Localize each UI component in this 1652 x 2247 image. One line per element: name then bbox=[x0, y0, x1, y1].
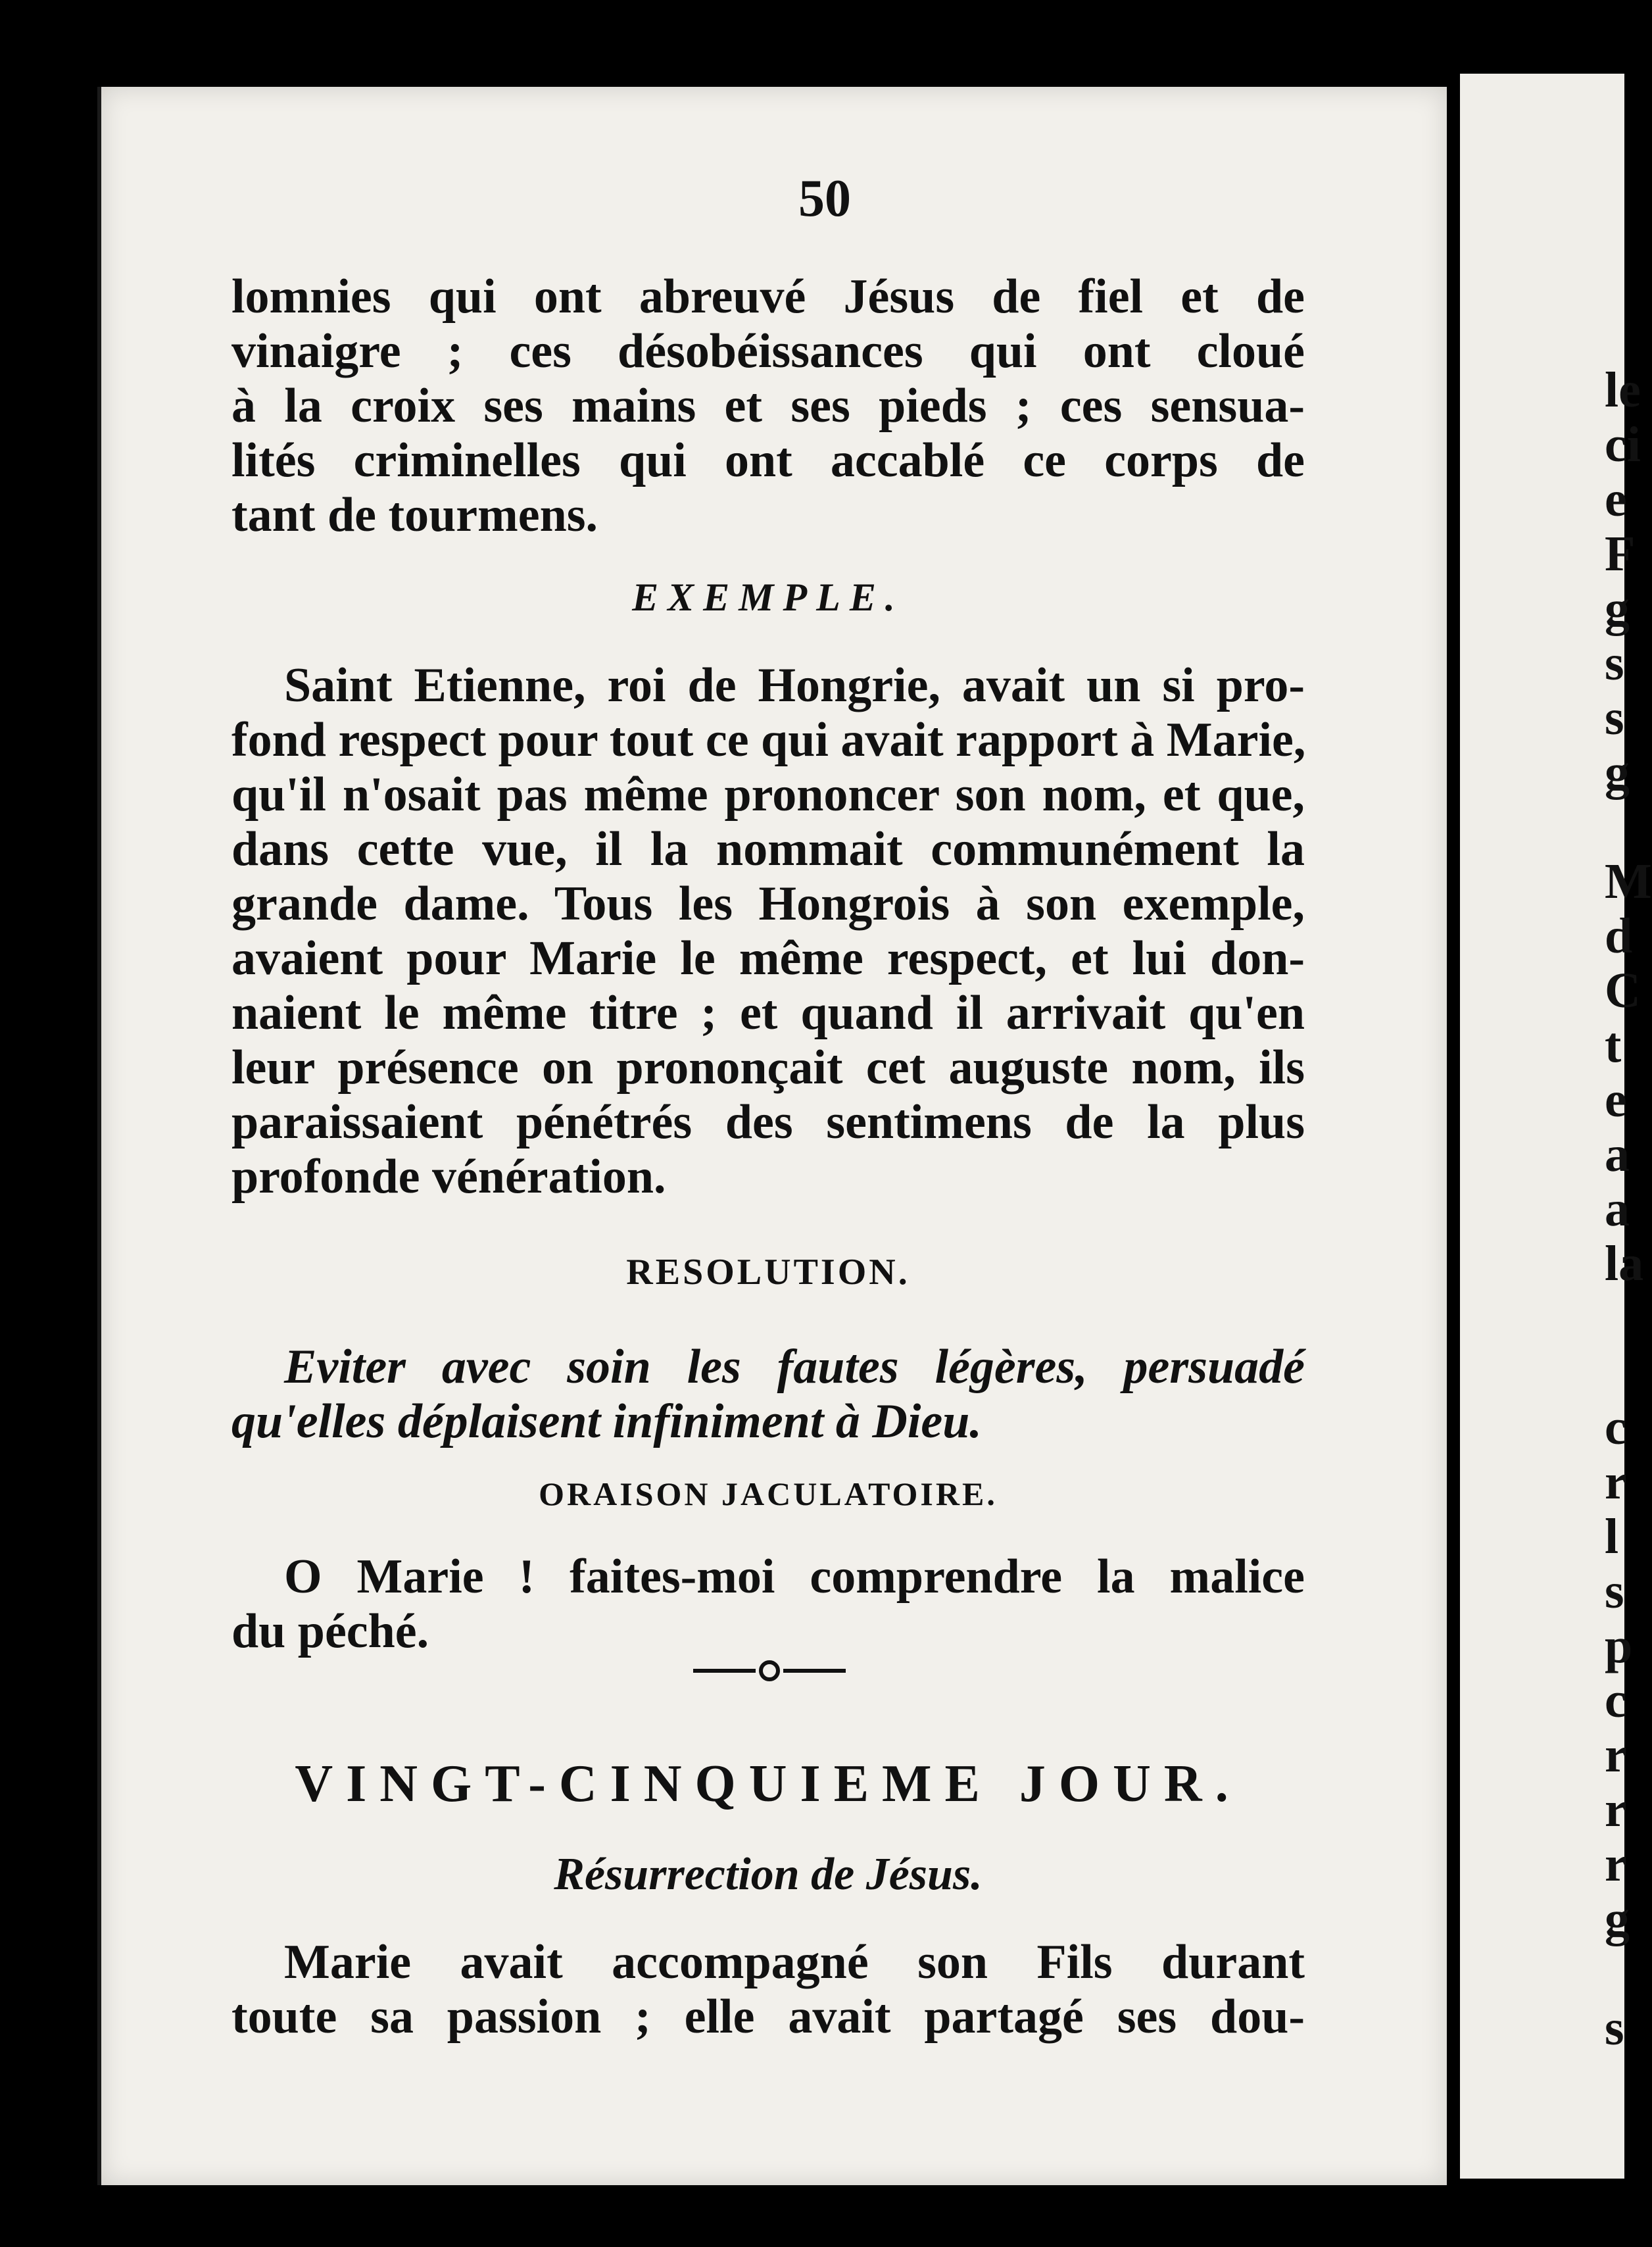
chapter-title: VINGT-CINQUIEME JOUR. bbox=[295, 1755, 1242, 1813]
oraison-heading: ORAISON JACULATOIRE. bbox=[539, 1475, 998, 1512]
exemple-heading: EXEMPLE. bbox=[632, 576, 904, 619]
next-page-line: t bbox=[1605, 1018, 1622, 1073]
next-page-edge bbox=[1460, 74, 1652, 2179]
text-line: toute sa passion ; elle avait partagé ses dou- bbox=[231, 1990, 1305, 2044]
text-line: paraissaient pénétrés des sentimens de la plus bbox=[231, 1095, 1305, 1149]
text-line: fond respect pour tout ce qui avait rapport à Marie, bbox=[231, 713, 1306, 767]
next-page-line: s bbox=[1605, 1564, 1624, 1619]
next-page-line: e bbox=[1605, 472, 1627, 527]
next-page-line: C bbox=[1605, 963, 1641, 1018]
chapter-subtitle: Résurrection de Jésus. bbox=[554, 1849, 983, 1900]
text-line: lomnies qui ont abreuvé Jésus de fiel et de bbox=[231, 270, 1305, 324]
resolution-paragraph bbox=[231, 1340, 1305, 1449]
text-line: O Marie ! faites-moi comprendre la malice bbox=[284, 1550, 1305, 1604]
exemple-paragraph bbox=[231, 658, 1305, 1204]
text-line: profonde vénération. bbox=[231, 1150, 666, 1204]
text-line: à la croix ses mains et ses pieds ; ces sensua- bbox=[231, 379, 1305, 433]
next-page-line: g bbox=[1605, 745, 1630, 800]
next-page-line: ci bbox=[1605, 417, 1641, 472]
next-page-line bbox=[1605, 800, 1652, 854]
next-page-line: M bbox=[1605, 854, 1652, 909]
next-page-line: e bbox=[1605, 1072, 1627, 1127]
next-page-line: s bbox=[1605, 690, 1624, 745]
text-line: Eviter avec soin les fautes légères, persuadé bbox=[284, 1340, 1305, 1394]
text-line: avaient pour Marie le même respect, et lui don- bbox=[231, 931, 1305, 985]
text-line: du péché. bbox=[231, 1604, 429, 1658]
text-line: naient le même titre ; et quand il arrivait qu'en bbox=[231, 986, 1305, 1040]
text-line: vinaigre ; ces désobéissances qui ont cloué bbox=[231, 324, 1305, 378]
next-page-line bbox=[1605, 1946, 1652, 2001]
next-page-line: r bbox=[1605, 1837, 1627, 1892]
next-page-line: la bbox=[1605, 1236, 1644, 1291]
chapter-paragraph bbox=[231, 1935, 1305, 2044]
text-line: tant de tourmens. bbox=[231, 488, 598, 542]
book-page bbox=[97, 87, 1447, 2185]
text-line: grande dame. Tous les Hongrois à son exemple, bbox=[231, 877, 1305, 931]
next-page-line: c bbox=[1605, 1400, 1627, 1455]
text-line: dans cette vue, il la nommait communément la bbox=[231, 822, 1305, 876]
next-page-line: a bbox=[1605, 1181, 1630, 1237]
next-page-line: l bbox=[1605, 1509, 1619, 1564]
next-page-line: c bbox=[1605, 1673, 1627, 1728]
text-line: leur présence on prononçait cet auguste nom, ils bbox=[231, 1041, 1305, 1095]
next-page-line: p bbox=[1605, 1618, 1633, 1673]
next-page-line: s bbox=[1605, 635, 1624, 691]
text-line: qu'elles déplaisent infiniment à Dieu. bbox=[231, 1395, 982, 1448]
next-page-line bbox=[1605, 1346, 1652, 1400]
next-page-line: le bbox=[1605, 362, 1641, 418]
resolution-heading: RESOLUTION. bbox=[626, 1252, 910, 1293]
next-page-line bbox=[1605, 1291, 1652, 1346]
next-page-line: r bbox=[1605, 1782, 1627, 1837]
ornamental-divider bbox=[693, 1658, 846, 1684]
paragraph-continuation bbox=[231, 270, 1305, 543]
text-line: Marie avait accompagné son Fils durant bbox=[284, 1935, 1305, 1989]
next-page-line: g bbox=[1605, 1891, 1630, 1946]
next-page-line: r bbox=[1605, 1454, 1627, 1510]
next-page-line: g bbox=[1605, 581, 1630, 636]
next-page-line: F bbox=[1605, 526, 1636, 581]
text-line: qu'il n'osait pas même prononcer son nom, et que, bbox=[231, 768, 1305, 822]
text-line: lités criminelles qui ont accablé ce corps de bbox=[231, 433, 1305, 487]
next-page-line: d bbox=[1605, 908, 1633, 964]
next-page-text-fragment bbox=[1605, 363, 1652, 2056]
page-number: 50 bbox=[798, 170, 851, 228]
next-page-line: s bbox=[1605, 2000, 1624, 2056]
next-page-line: r bbox=[1605, 1727, 1627, 1783]
oraison-paragraph bbox=[231, 1550, 1305, 1659]
next-page-line: a bbox=[1605, 1127, 1630, 1182]
text-line: Saint Etienne, roi de Hongrie, avait un si pro- bbox=[284, 658, 1305, 712]
